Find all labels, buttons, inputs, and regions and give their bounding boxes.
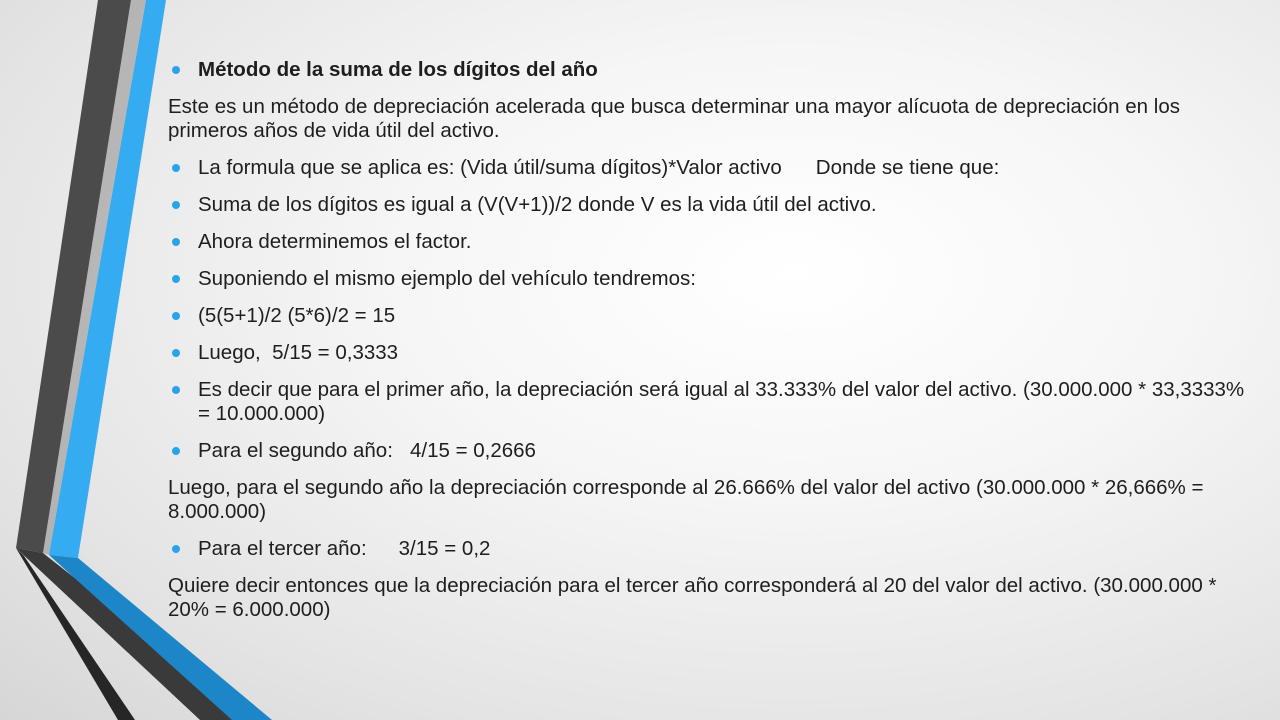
bullet-text: Ahora determinemos el factor. — [198, 230, 472, 253]
bullet-icon — [172, 349, 180, 357]
bullet-text: Para el segundo año: 4/15 = 0,2666 — [198, 439, 536, 462]
bullet-icon — [172, 545, 180, 553]
bullet-factor — [168, 230, 1258, 254]
bullet-first-year — [168, 378, 1258, 426]
bullet-third-year — [168, 537, 1258, 561]
bullet-icon — [172, 275, 180, 283]
bullet-text: Suponiendo el mismo ejemplo del vehículo tendremos: — [198, 267, 696, 290]
bullet-text: Luego, 5/15 = 0,3333 — [198, 341, 399, 364]
bullet-first-factor — [168, 341, 1258, 365]
formula-text: La formula que se aplica es: (Vida útil/suma dígitos)*Valor activo — [198, 156, 782, 179]
paragraph-intro — [168, 95, 1258, 143]
heading-item — [168, 58, 1258, 82]
bullet-sum-digits — [168, 193, 1258, 217]
bullet-text: Suma de los dígitos es igual a (V(V+1))/2 donde V es la vida útil del activo. — [198, 193, 877, 216]
paragraph-text: Este es un método de depreciación acelerada que busca determinar una mayor alícuota de depreciación en los primeros años de vida útil del activo. — [168, 95, 1180, 142]
bullet-icon — [172, 312, 180, 320]
bullet-text: Es decir que para el primer año, la depreciación será igual al 33.333% del valor del activo. (30.000.000 * 33,3333% = 10.000.000) — [198, 378, 1245, 425]
bullet-icon — [172, 66, 180, 74]
bullet-calc-sum — [168, 304, 1258, 328]
paragraph-second-year — [168, 476, 1258, 524]
formula-note: Donde se tiene que: — [815, 156, 1000, 179]
bullet-second-year — [168, 439, 1258, 463]
bullet-icon — [172, 201, 180, 209]
bullet-icon — [172, 386, 180, 394]
bullet-formula — [168, 156, 1258, 180]
paragraph-text: Luego, para el segundo año la depreciación corresponde al 26.666% del valor del activo (30.000.000 * 26,666% = 8.000.000) — [168, 476, 1204, 523]
paragraph-third-year — [168, 574, 1258, 622]
slide-content — [168, 58, 1258, 635]
heading-text: Método de la suma de los dígitos del año — [198, 58, 598, 81]
bullet-example — [168, 267, 1258, 291]
bullet-icon — [172, 238, 180, 246]
bullet-text: (5(5+1)/2 (5*6)/2 = 15 — [198, 304, 396, 327]
bullet-icon — [172, 447, 180, 455]
bullet-text: Para el tercer año: — [198, 537, 367, 560]
bullet-icon — [172, 164, 180, 172]
paragraph-text: Quiere decir entonces que la depreciación para el tercer año corresponderá al 20 del valor del activo. (30.000.000 * 20% = 6.000.000) — [168, 574, 1217, 621]
bullet-value: 3/15 = 0,2 — [398, 537, 491, 560]
